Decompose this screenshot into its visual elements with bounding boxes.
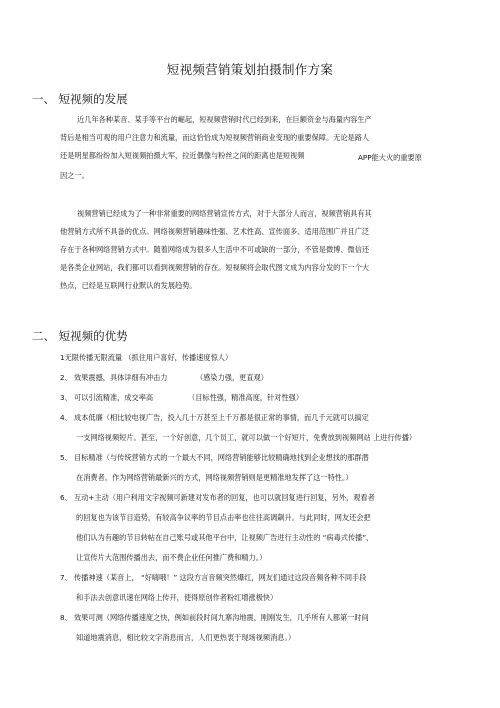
list-item-continuation: 和手法去创意讯速在网络上传开，使得原创作者粉红增涨极快） xyxy=(76,593,278,602)
paragraph-line: 因之一。 xyxy=(60,171,89,180)
list-item-tail: （感染力强，更直观） xyxy=(196,373,268,382)
list-item-continuation: 一支网络视频短片。甚至，一个好创意，几个员工，就可以做一个好短片，免费放到视频网站 上进行传播） xyxy=(76,433,417,442)
paragraph-line: 还是明星都纷纷加入短视频拍摄大军，拉近偶像与粉丝之间的距离也是短视频 xyxy=(60,151,305,160)
list-item-continuation: 他们认为有趣的节目转帖在自己账号或其他平台中，让视频广告进行主动性的 “病毒式传播”， xyxy=(76,533,374,542)
list-item-continuation: 在消费者。作为网络营销最新兴的方式，网络视频营销则是更精准地发挥了这一特性。） xyxy=(76,473,353,482)
list-item-continuation: 知道地震消息，相比较文字消息而言，人们更热衷于现场视频消息。） xyxy=(76,633,296,642)
list-item: 3、 可以引流精准，成交率高 xyxy=(60,393,154,402)
list-item-continuation: 让宣传片大范围传播出去，而不费企业任何推广费和精力。） xyxy=(76,553,267,562)
paragraph-line: 是各类企业网站，我们都可以看到视频营销的存在。短视频将会取代图文成为内容分发的下一个大 xyxy=(60,263,370,272)
paragraph-line: 背后是相当可观的用户注意力和流量，而这恰恰成为短视频营销商业变现的重要保障。无论是路人 xyxy=(60,133,370,142)
section-heading-development: 一、 短视频的发展 xyxy=(32,92,128,106)
list-item-tail: （目标性强，精准高度，针对性强） xyxy=(188,393,304,402)
list-item: 1无限传播无限流量 （抓住用户喜好，传播速度惊人） xyxy=(60,353,233,362)
paragraph-line: 他营销方式所不具备的优点。网络视频营销趣味性强、艺术性高、宣传面多、适用范围广并且广泛 xyxy=(60,227,370,236)
list-item: 8、 效果可测（网络传播速度之快，例如前段时间九寨沟地震，刚刚发生，几乎所有人都第一时间 xyxy=(60,613,369,622)
paragraph-line-tail: APP能大火的重要原 xyxy=(358,153,422,162)
paragraph-line: 近几年各种某音、某手等平台的崛起，短视频营销时代已经到来，在巨额资金与海量内容生产 xyxy=(77,115,372,124)
list-item: 4、 成本低廉（相比较电视广告，投入几十万甚至上千万都是很正常的事情，而几千元就可以搞定 xyxy=(60,413,369,422)
paragraph-line: 视频营销已经成为了一种非常重要的网络营销宣传方式，对于大部分人而言，视频营销具有其 xyxy=(77,209,372,218)
paragraph-line: 热点，已经是互联网行业默认的发展趋势。 xyxy=(60,281,197,290)
section-heading-advantages: 二、 短视频的优势 xyxy=(32,329,128,343)
list-item: 2、 效果震撼，具体详细有冲击力 xyxy=(60,373,168,382)
list-item: 6、 互动+主动（用户利用文字视频可新建对发布者的回复，也可以就回复进行回复，另外，观看者 xyxy=(60,493,375,502)
document-title: 短视频营销策划拍摄制作方案 xyxy=(166,62,334,77)
paragraph-line: 存在于各种网络营销方式中。随着网络成为很多人生活中不可或缺的一部分，不管是微博、微信还 xyxy=(60,245,370,254)
list-item: 5、 目标精准（与传统营销方式的一个最大不同，网络营销能够比较精确地找到企业想找的那群潜 xyxy=(60,453,369,462)
list-item: 7、 传播神速（某音上， “好嗨哦！” 这段方言音频突然爆红，网友们通过这段音频各种不同手段 xyxy=(60,573,367,582)
list-item-continuation: 的回复也为该节目造势，有较高争议率的节目点击率也往往高调飙升。与此同时，网友还会把 xyxy=(76,513,371,522)
